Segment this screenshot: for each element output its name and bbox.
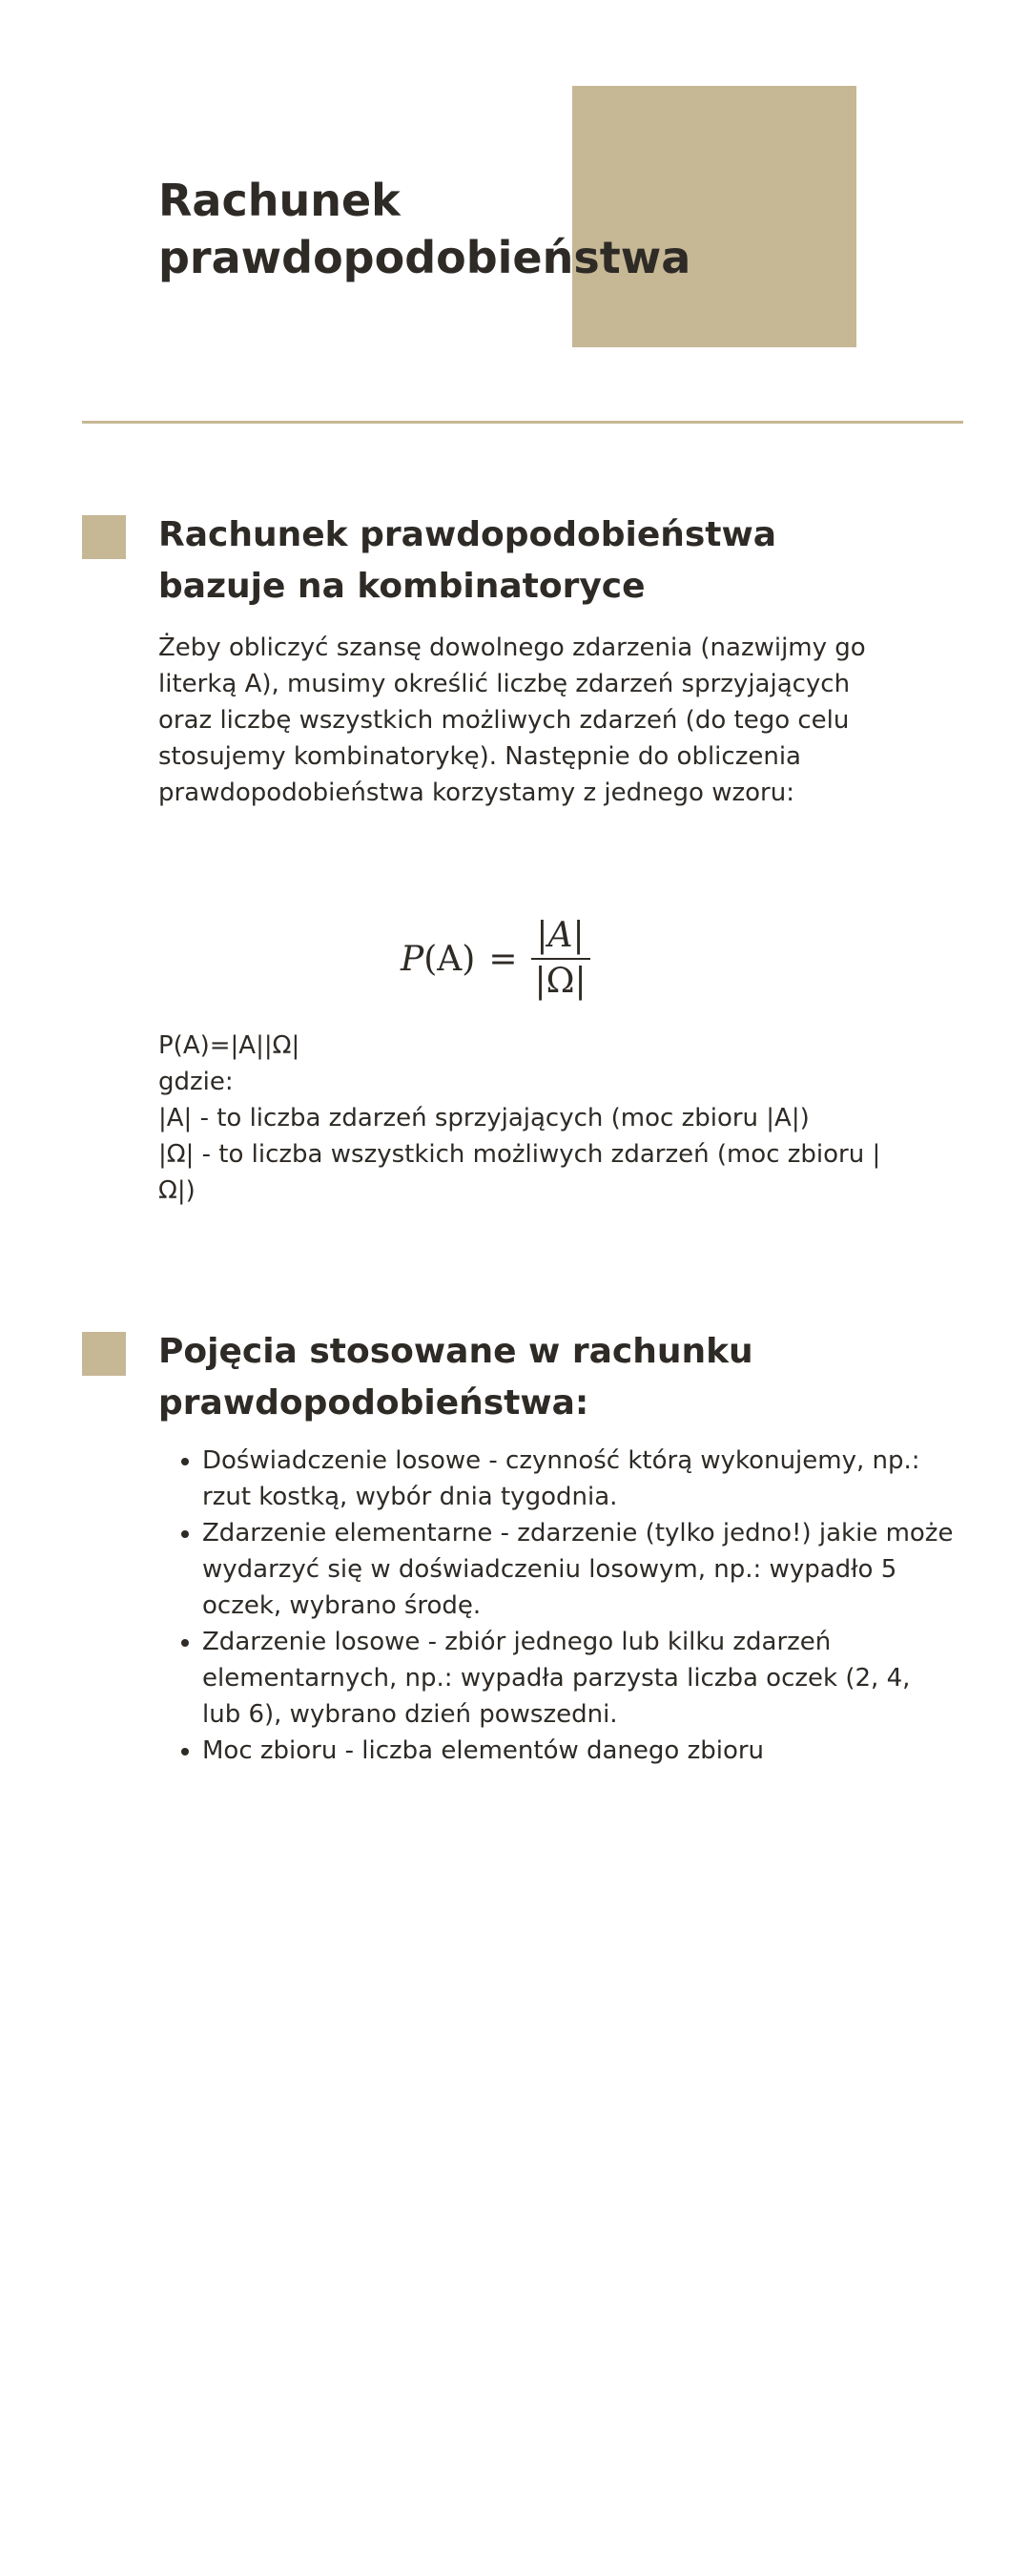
formula-explanation [158,1028,902,1209]
section-1-marker [82,515,126,559]
formula-numerator: |A| [536,916,585,955]
section-1-paragraph: Żeby obliczyć szansę dowolnego zdarzenia (nazwijmy go literką A), musimy określić liczbę zdarzeń sprzyjających oraz liczbę wszystkich możliwych zdarzeń (do tego celu stosujemy kombinatorykę). Następnie do obliczenia prawdopodobieństwa korzystamy z jednego wzoru: [158,634,866,807]
formula-denominator: |Ω| [534,962,587,1001]
formula-lhs-arg: (A) [423,939,476,979]
section-2-heading-line-2: prawdopodobieństwa: [158,1383,589,1423]
formula-text: P(A)=|A||Ω| [158,1031,300,1060]
definition-omega: |Ω| - to liczba wszystkich możliwych zdarzeń (moc zbioru |Ω|) [158,1140,881,1205]
where-label: gdzie: [158,1068,234,1096]
page-title [158,172,883,286]
page-title-line-2: prawdopodobieństwa [158,232,691,283]
header-divider [82,421,963,424]
section-2-heading [158,1326,902,1429]
section-2-marker [82,1332,126,1376]
list-item: • Moc zbioru - liczba elementów danego zbioru [202,1733,956,1769]
formula-equals: = [488,939,518,979]
definition-a: |A| - to liczba zdarzeń sprzyjających (moc zbioru |A|) [158,1104,810,1132]
list-item: • Doświadczenie losowe - czynność którą wykonujemy, np.: rzut kostką, wybór dnia tygodnia. [202,1443,956,1515]
list-item: • Zdarzenie losowe - zbiór jednego lub kilku zdarzeń elementarnych, np.: wypadła parzysta liczba oczek (2, 4, lub 6), wybrano dzień powszedni. [202,1624,956,1733]
section-1-heading-line-1: Rachunek prawdopodobieństwa [158,515,777,554]
page-title-line-1: Rachunek [158,175,401,226]
probability-formula [401,906,590,1011]
section-1-heading [158,509,902,613]
formula-fraction [531,914,590,1004]
formula-lhs [401,940,475,979]
formula-lhs-p: P [401,939,424,979]
section-1-heading-line-2: bazuje na kombinatoryce [158,567,646,606]
section-2-heading-line-1: Pojęcia stosowane w rachunku [158,1332,753,1371]
list-item: • Zdarzenie elementarne - zdarzenie (tylko jedno!) jakie może wydarzyć się w doświadczeniu losowym, np.: wypadło 5 oczek, wybrano środę. [202,1515,956,1624]
concepts-list [158,1443,956,1769]
